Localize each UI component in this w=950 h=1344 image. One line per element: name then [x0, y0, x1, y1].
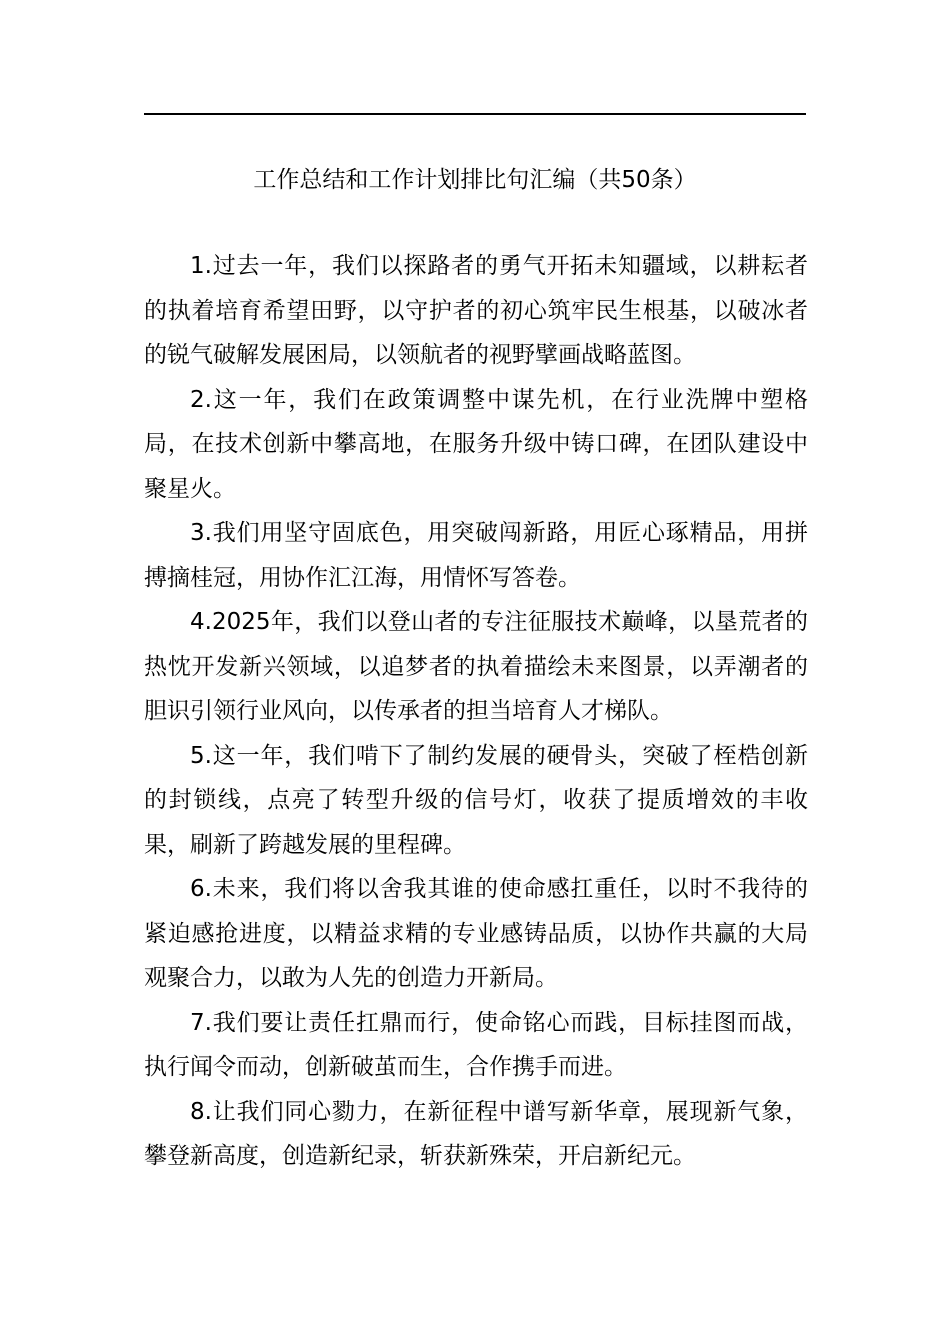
paragraph-6: 6.未来，我们将以舍我其谁的使命感扛重任，以时不我待的紧迫感抢进度，以精益求精的专业感铸品质，以协作共赢的大局观聚合力，以敢为人先的创造力开新局。: [144, 876, 808, 991]
paragraph-3: 3.我们用坚守固底色，用突破闯新路，用匠心琢精品，用拼搏摘桂冠，用协作汇江海，用情怀写答卷。: [144, 520, 808, 591]
paragraph-1: 1.过去一年，我们以探路者的勇气开拓未知疆域，以耕耘者的执着培育希望田野，以守护者的初心筑牢民生根基，以破冰者的锐气破解发展困局，以领航者的视野擘画战略蓝图。: [144, 253, 808, 368]
header-rule: [144, 113, 806, 115]
paragraph-4: 4.2025年，我们以登山者的专注征服技术巅峰，以垦荒者的热忱开发新兴领域，以追梦者的执着描绘未来图景，以弄潮者的胆识引领行业风向，以传承者的担当培育人才梯队。: [144, 609, 808, 724]
paragraph-8: 8.让我们同心勠力，在新征程中谱写新华章，展现新气象，攀登新高度，创造新纪录，斩获新殊荣，开启新纪元。: [144, 1098, 808, 1169]
paragraph-5: 5.这一年，我们啃下了制约发展的硬骨头，突破了桎梏创新的封锁线，点亮了转型升级的信号灯，收获了提质增效的丰收果，刷新了跨越发展的里程碑。: [144, 742, 808, 858]
document-body: [144, 244, 808, 1179]
paragraph-2: 2.这一年，我们在政策调整中谋先机，在行业洗牌中塑格局，在技术创新中攀高地，在服务升级中铸口碑，在团队建设中聚星火。: [144, 386, 808, 502]
paragraph-7: 7.我们要让责任扛鼎而行，使命铭心而践，目标挂图而战，执行闻令而动，创新破茧而生，合作携手而进。: [144, 1009, 808, 1080]
document-title: 工作总结和工作计划排比句汇编（共50条）: [253, 167, 697, 193]
